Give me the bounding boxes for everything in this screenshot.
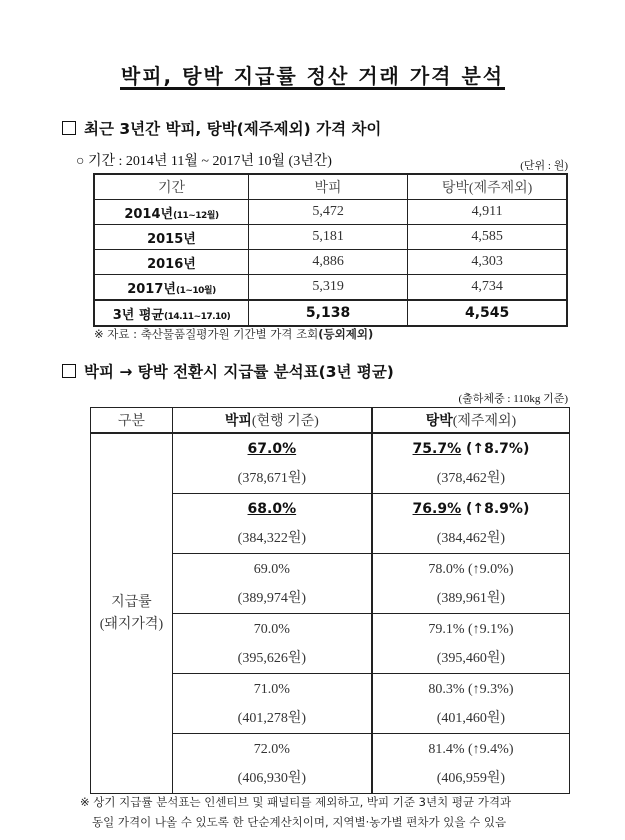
average-label: 3년 평균(14.11~17.10): [94, 300, 248, 326]
tangbak-price: 4,734: [408, 275, 567, 301]
table-row: [94, 200, 567, 225]
period-cell: 2014년(11~12월): [94, 200, 248, 225]
bakpi-cell: 72.0% (406,930원): [172, 734, 372, 794]
price-difference-table: [93, 173, 568, 327]
header-bakpi: 박피: [248, 174, 407, 200]
square-bullet-icon: [62, 121, 76, 135]
bakpi-cell: 67.0% (378,671원): [172, 433, 372, 494]
period-cell: 2017년(1~10월): [94, 275, 248, 301]
source-note: ※ 자료 : 축산물품질평가원 기간별 가격 조회(등외제외): [94, 327, 374, 341]
bakpi-price: 5,319: [248, 275, 407, 301]
header-period: 기간: [94, 174, 248, 200]
footnote: ※ 상기 지급률 분석표는 인센티브 및 패널티를 제외하고, 박피 기준 3년치 평균 가격과 동일 가격이 나올 수 있도록 한 단순계산치이며, 지역별·농가별 편차가 있을 수 있음: [80, 795, 512, 829]
tangbak-cell: 75.7% (↑8.7%) (378,462원): [372, 433, 570, 494]
table-row: [94, 275, 567, 301]
tangbak-price: 4,585: [408, 225, 567, 250]
average-row: [94, 300, 567, 326]
tangbak-cell: 80.3% (↑9.3%) (401,460원): [372, 674, 570, 734]
header-bakpi: 박피(현행 기준): [172, 408, 372, 434]
bakpi-cell: 69.0% (389,974원): [172, 554, 372, 614]
header-tangbak: 탕박(제주제외): [372, 408, 570, 434]
header-category: 구분: [91, 408, 173, 434]
average-tangbak: 4,545: [408, 300, 567, 326]
bakpi-price: 5,181: [248, 225, 407, 250]
period-cell: 2015년: [94, 225, 248, 250]
period-cell: 2016년: [94, 250, 248, 275]
section1-heading-text: 최근 3년간 박피, 탕박(제주제외) 가격 차이: [84, 120, 382, 138]
tangbak-cell: 79.1% (↑9.1%) (395,460원): [372, 614, 570, 674]
bakpi-price: 5,472: [248, 200, 407, 225]
title-underline: [120, 87, 505, 90]
period-text: ○ 기간 : 2014년 11월 ~ 2017년 10월 (3년간): [76, 154, 332, 169]
tangbak-cell: 78.0% (↑9.0%) (389,961원): [372, 554, 570, 614]
average-bakpi: 5,138: [248, 300, 407, 326]
tangbak-cell: 76.9% (↑8.9%) (384,462원): [372, 494, 570, 554]
payment-rate-table: [90, 407, 570, 794]
weight-basis-label: (출하체중 : 110kg 기준): [458, 393, 568, 405]
bakpi-price: 4,886: [248, 250, 407, 275]
section2-heading-text: 박피 → 탕박 전환시 지급률 분석표(3년 평균): [84, 363, 394, 381]
table-header-row: [94, 174, 567, 200]
tangbak-price: 4,911: [408, 200, 567, 225]
section1-heading: [62, 117, 381, 139]
header-tangbak: 탕박(제주제외): [408, 174, 567, 200]
bakpi-cell: 70.0% (395,626원): [172, 614, 372, 674]
bakpi-cell: 68.0% (384,322원): [172, 494, 372, 554]
table-row: [94, 250, 567, 275]
tangbak-price: 4,303: [408, 250, 567, 275]
tangbak-cell: 81.4% (↑9.4%) (406,959원): [372, 734, 570, 794]
square-bullet-icon: [62, 364, 76, 378]
table-row: [94, 225, 567, 250]
row-label-payment-rate: 지급률 (돼지가격): [91, 433, 173, 794]
section2-heading: [62, 360, 394, 382]
unit-label: (단위 : 원): [520, 160, 568, 172]
table-header-row: [91, 408, 570, 434]
bakpi-cell: 71.0% (401,278원): [172, 674, 372, 734]
table-row: [91, 433, 570, 494]
document-title: 박피, 탕박 지급률 정산 거래 가격 분석: [120, 64, 505, 88]
